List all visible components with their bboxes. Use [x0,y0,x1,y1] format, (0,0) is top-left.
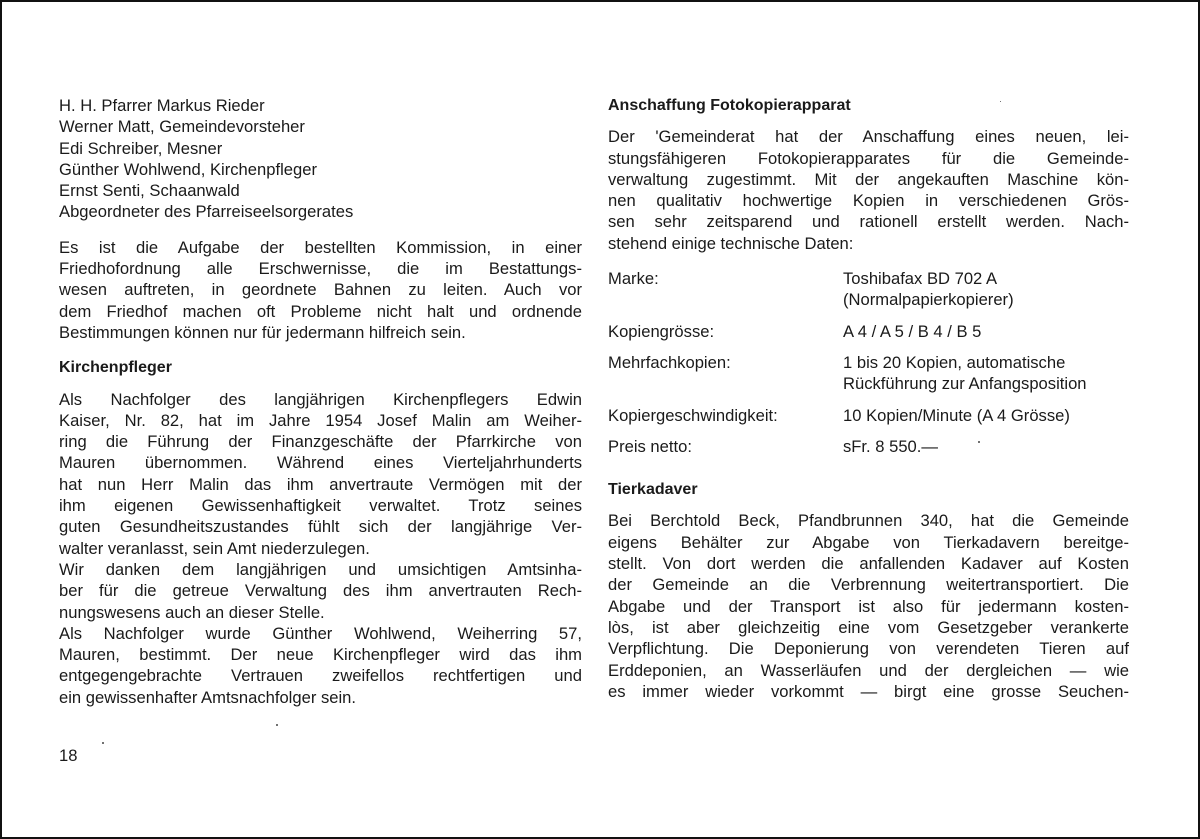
spacer [59,379,582,389]
tech-row-marke [608,268,1129,311]
text-line: Bei Berchtold Beck, Pfandbrunnen 340, hat die Gemeinde [608,511,1129,531]
text-line: ihm eigenen Gewissenhaftigkeit verwaltet. Trotz seines [59,496,582,516]
tech-value [843,436,1129,457]
tech-label: Kopiergeschwindigkeit: [608,405,778,425]
spacer [608,254,1129,268]
print-speck [102,742,104,744]
print-speck [1000,101,1001,102]
right-column [608,95,1129,702]
text-line: ring die Führung der Finanzgeschäfte der Pfarrkirche von [59,432,582,452]
tech-label: Kopiengrösse: [608,321,715,341]
tech-value-line: A 4 / A 5 / B 4 / B 5 [843,321,982,341]
tech-value-line: 10 Kopien/Minute (A 4 Grösse) [843,405,1070,425]
tech-value [843,321,1129,342]
text-line: Kaiser, Nr. 82, hat im Jahre 1954 Josef Malin am Weiher- [59,410,582,430]
tech-label: Marke: [608,269,659,289]
text-line: dem Friedhof machen oft Probleme nicht halt und ordnende [59,301,582,321]
page-number: 18 [59,746,78,765]
print-speck [276,724,278,726]
spacer [608,500,1129,510]
text-line: stellt. Von dort werden die anfallenden Kadaver auf Kosten [608,554,1129,574]
text-line: Als Nachfolger wurde Günther Wohlwend, Weiherring 57, [59,623,582,643]
text-line: Mauren übernommen. Während eines Vierteljahrhunderts [59,453,582,473]
text-line: Friedhofordnung alle Erschwernisse, die im Bestattungs- [59,259,582,279]
text-line: sen sehr zeitsparend und rationell erstellt werden. Nach- [608,212,1129,232]
tech-row-kopiergeschwindigkeit [608,405,1129,426]
text-line: Als Nachfolger des langjährigen Kirchenpflegers Edwin [59,389,582,409]
paragraph-fotokopierapparat [608,126,1129,254]
text-line: walter veranlasst, sein Amt niederzulegen. [59,538,370,558]
left-column [59,95,582,708]
tech-label: Preis netto: [608,436,692,456]
text-line: entgegengebrachte Vertrauen zweifellos rechtfertigen und [59,666,582,686]
text-line: eigens Behälter zur Abgabe von Tierkadavern bereitge- [608,532,1129,552]
paragraph-kirchenpfleger [59,389,582,708]
tech-value [843,268,1129,311]
tech-row-mehrfachkopien [608,352,1129,395]
heading-fotokopierapparat: Anschaffung Fotokopierapparat [608,97,851,114]
heading-tierkadaver: Tierkadaver [608,481,698,499]
text-line: stungsfähigeren Fotokopierapparates für die Gemeinde- [608,148,1129,168]
member-line: Abgeordneter des Pfarreiseelsorgerates [59,202,354,222]
text-line: guten Gesundheitszustandes fühlt sich der langjährige Ver- [59,517,582,537]
text-line: Es ist die Aufgabe der bestellten Kommission, in einer [59,237,582,257]
spacer [608,116,1129,126]
tech-value-line: sFr. 8 550.— [843,436,938,456]
tech-row-preis [608,436,1129,457]
spacer [608,395,1129,405]
print-speck [978,441,980,443]
tech-value-line: 1 bis 20 Kopien, automatische [843,352,1066,372]
tech-row-kopiengroesse [608,321,1129,342]
text-line: Verpflichtung. Die Deponierung von verendeten Tieren auf [608,639,1129,659]
text-line: nen qualitativ hochwertige Kopien in verschiedenen Grös- [608,191,1129,211]
tech-value-line: (Normalpapierkopierer) [843,290,1014,310]
text-line: es immer wieder vorkommt — birgt eine grosse Seuchen- [608,681,1129,701]
text-line: Erddeponien, an Wasserläufen und der dergleichen — wie [608,660,1129,680]
spacer [59,223,582,237]
text-line: lòs, ist aber gleichzeitig eine vom Gesetzgeber verankerte [608,617,1129,637]
text-line: hat nun Herr Malin das ihm anvertraute Vermögen mit der [59,474,582,494]
text-line: der Gemeinde an die Verbrennung weitertransportiert. Die [608,575,1129,595]
member-line: Edi Schreiber, Mesner [59,138,223,158]
text-line: verwaltung zugestimmt. Mit der angekauften Maschine kön- [608,169,1129,189]
text-line: stehend einige technische Daten: [608,233,854,253]
tech-value [843,352,1129,395]
member-line: Werner Matt, Gemeindevorsteher [59,117,305,137]
text-line: Mauren, bestimmt. Der neue Kirchenpfleger wird das ihm [59,645,582,665]
tech-label: Mehrfachkopien: [608,352,731,372]
tech-value-line: Rückführung zur Anfangsposition [843,374,1087,394]
spacer [608,457,1129,479]
text-line: Abgabe und der Transport ist also für jedermann kosten- [608,596,1129,616]
spacer [608,311,1129,321]
tech-value [843,405,1129,426]
text-line: ein gewissenhafter Amtsnachfolger sein. [59,687,357,707]
paragraph-kommission [59,237,582,343]
member-line: H. H. Pfarrer Markus Rieder [59,96,265,115]
heading-kirchenpfleger: Kirchenpfleger [59,359,172,377]
spacer [59,343,582,357]
technical-data-table [608,268,1129,457]
text-line: Bestimmungen können nur für jedermann hilfreich sein. [59,322,466,342]
text-line: Der 'Gemeinderat hat der Anschaffung eines neuen, lei- [608,127,1129,147]
commission-members [59,95,582,223]
member-line: Günther Wohlwend, Kirchenpfleger [59,159,317,179]
tech-value-line: Toshibafax BD 702 A [843,269,998,289]
text-line: ber für die getreue Verwaltung des ihm anvertrauten Rech- [59,581,582,601]
spacer [608,426,1129,436]
text-line: wesen auftreten, in geordnete Bahnen zu leiten. Auch vor [59,280,582,300]
member-line: Ernst Senti, Schaanwald [59,181,240,201]
spacer [608,342,1129,352]
text-line: nungswesens auch an dieser Stelle. [59,602,325,622]
text-line: Wir danken dem langjährigen und umsichtigen Amtsinha- [59,559,582,579]
paragraph-tierkadaver [608,510,1129,702]
